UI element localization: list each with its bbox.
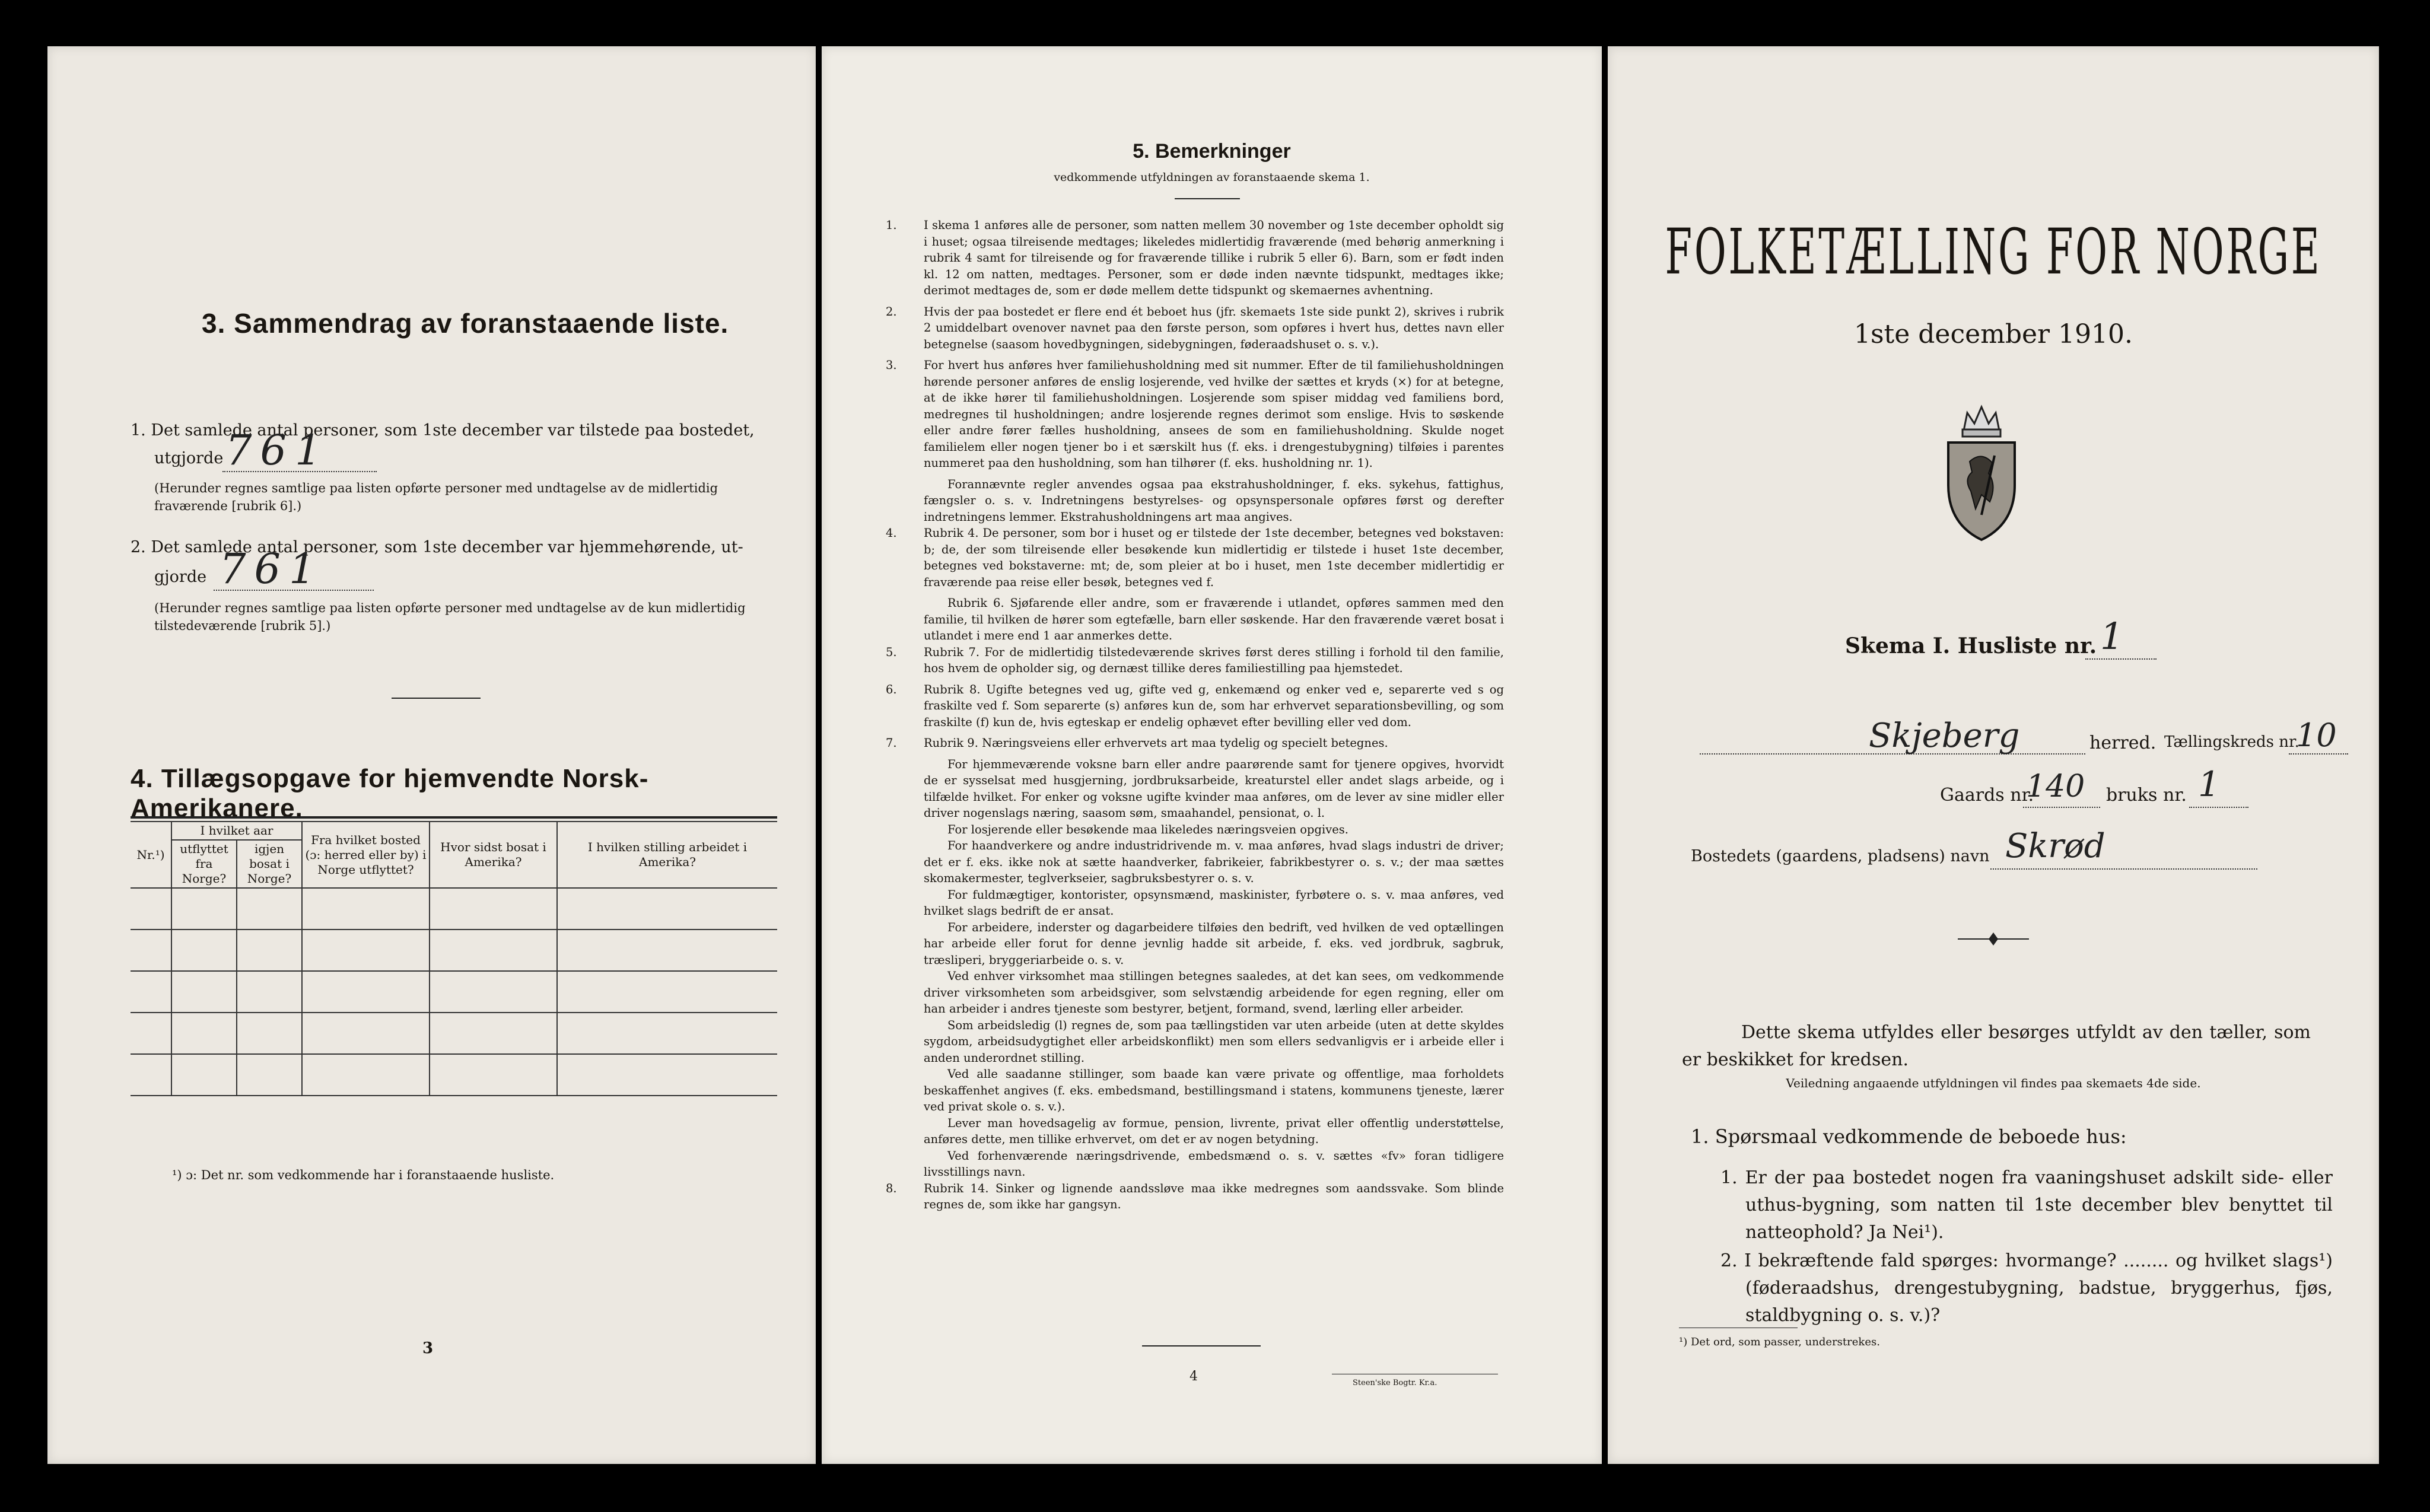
bottom-rule (1142, 1345, 1261, 1347)
section4-title: 4. Tillægsopgave for hjemvendte Norsk-Amerikanere. (131, 764, 649, 823)
item1-value: 761 (225, 426, 330, 475)
remark-number: 7. (886, 736, 897, 750)
printer-credit: Steen'ske Bogtr. Kr.a. (1353, 1379, 1437, 1387)
th-igjen-bosat: igjen bosat i Norge? (237, 840, 302, 888)
remark-text: Ved alle saadanne stillinger, som baade kan være private og offentlige, maa forholdets beskaffenhet angives (f. eks. embedsmand, bestillingsmand i statens, kommunens tjeneste, lærer ved privat skole o. s. v.). (924, 1067, 1504, 1113)
bruks-label: bruks nr. (2106, 785, 2187, 806)
remarks-subtitle: vedkommende utfyldningen av foranstaaende skema 1. (1054, 171, 1370, 184)
bosted-dotted-line (1990, 868, 2257, 870)
item1-dotted-line (222, 471, 377, 472)
remark-text: Rubrik 9. Næringsveiens eller erhvervets art maa tydelig og specielt betegnes. (924, 736, 1388, 750)
th-bosted: Fra hvilket bosted (ɔ: herred eller by) i Norge utflyttet? (302, 822, 430, 888)
remark-paragraph (886, 525, 1504, 590)
remark-number: 4. (886, 526, 897, 540)
remark-text: For losjerende eller besøkende maa likeledes næringsveien opgives. (947, 822, 1348, 836)
item2-text: 2. Det samlede antal personer, som 1ste december var hjemmehørende, ut- (131, 538, 743, 556)
remark-paragraph (905, 476, 1504, 526)
husliste-dotted-line (2085, 658, 2157, 660)
th-nr: Nr.¹) (131, 822, 171, 888)
item1-note: (Herunder regnes samtlige paa listen opførte personer med undtagelse av de midlertidig fraværende [rubrik 6].) (154, 481, 718, 513)
item2-value: 761 (220, 545, 324, 593)
norsk-amerikanere-table (131, 821, 777, 1096)
bosted-label: Bostedets (gaardens, pladsens) navn (1691, 847, 1990, 865)
page-number: 3 (422, 1339, 434, 1357)
remark-text: Rubrik 14. Sinker og lignende aandssløve maa ikke medregnes som aandssvake. Som blinde regnes de, som ikke har gangsyn. (924, 1181, 1504, 1211)
remark-text: Hvis der paa bostedet er flere end ét beboet hus (jfr. skemaets 1ste side punkt 2), skrives i rubrik 2 umiddelbart ovenover navnet paa den første person, som opføres i hvert hus, dettes navn eller betegnelse (saasom hovedbygningen, sidebygningen, føderaadshuset o. s. v.). (924, 304, 1504, 351)
kreds-value: 10 (2296, 717, 2337, 754)
page-number: 4 (1189, 1369, 1198, 1384)
bosted-value: Skrød (2005, 827, 2105, 865)
remark-paragraph (905, 1066, 1504, 1115)
question-2: 2. I bekræftende fald spørges: hvormange? ........ og hvilket slags¹) (føderaadshus, drengestubygning, badstue, bryggerhus, fjøs, staldbygning o. s. v.)? (1720, 1250, 2333, 1326)
remark-paragraph (905, 838, 1504, 887)
herred-value: Skjeberg (1869, 717, 2020, 755)
table-row (131, 971, 777, 1013)
question-1: 1. Er der paa bostedet nogen fra vaaningshuset adskilt side- eller uthus-bygning, som natten til 1ste december blev benyttet til natteophold? Ja Nei¹). (1720, 1167, 2333, 1243)
remark-paragraph (905, 887, 1504, 919)
herred-label: herred. (2089, 733, 2157, 753)
left-page (47, 46, 816, 1464)
title-rule (1175, 198, 1240, 199)
bruks-dotted-line (2189, 807, 2248, 808)
coat-of-arms-icon (1940, 396, 2023, 545)
remark-paragraph (905, 968, 1504, 1017)
kreds-label: Tællingskreds nr. (2164, 733, 2299, 751)
census-date: 1ste december 1910. (1853, 319, 2133, 349)
remark-text: For haandverkere og andre industridrivende m. v. maa anføres, hvad slags industri de driver; det er f. eks. ikke nok at sætte haandverker, fabrikeier, fabrikbestyrer o. s. v.; der maa sættes skomakermester, teglverkseier, sagbruksbestyrer o. s. v. (924, 839, 1504, 885)
remark-text: Som arbeidsledig (l) regnes de, som paa tællingstiden var uten arbeide (uten at dette skyldes sygdom, arbeidsudygtighet eller arbeidskonflikt) men som ellers sedvanligvis er i arbeide eller i anden underordnet stilling. (924, 1018, 1504, 1065)
remark-paragraph (905, 1115, 1504, 1148)
middle-page (822, 46, 1602, 1464)
footnote: ¹) Det ord, som passer, understrekes. (1679, 1336, 1880, 1348)
remark-text: For hjemmeværende voksne barn eller andre paarørende samt for tjenere opgives, hvorvidt de er sysselsat med husgjerning, jordbruksarbeide, kreaturstel eller andet slags arbeide, og i tilfælde hvilket. For enker og voksne ugifte kvinder maa anføres, om de lever av sine midler eller driver nogenslags næring, saasom søm, smaahandel, pensionat, o. l. (924, 757, 1504, 820)
remark-paragraph (905, 822, 1504, 838)
remark-text: Forannævnte regler anvendes ogsaa paa ekstrahusholdninger, f. eks. sykehus, fattighus, fængsler o. s. v. Indretningens bestyrelses- og opsynspersonale opføres først og derefter indretningens lemmer. Ekstrahusholdningens art maa angives. (924, 477, 1504, 524)
remark-text: Rubrik 7. For de midlertidig tilstedeværende skrives først deres stilling i forhold til den familie, hos hvem de opholder sig, og dernæst tillike deres familiestilling paa hjemstedet. (924, 645, 1504, 675)
remark-paragraph (886, 357, 1504, 472)
remark-text: For hvert hus anføres hver familiehusholdning med sit nummer. Efter de til familiehusholdningen hørende personer anføres de enslig losjerende, ved hvilke der sættes et kryds (×) for at betegne, at de ikke hører til familiehusholdningen. Losjerende som spiser middag ved familiens bord, medregnes til husholdningen; andre losjerende regnes derimot som enslige. Hvis to søskende eller andre fører fælles husholdning, ansees de som en familiehusholdning. Skulde noget familielem eller nogen tjener bo i et særskilt hus (f. eks. i drengestubygning) tilføies i parentes nummeret paa den husholdning, som han tilhører (f. eks. husholdning nr. 1). (924, 358, 1504, 470)
table-top-rule (131, 816, 777, 819)
remark-text: I skema 1 anføres alle de personer, som natten mellem 30 november og 1ste december opholdt sig i huset; ogsaa tilreisende medtages; likeledes midlertidig fraværende (med behørig anmerkning i rubrik 4 samt for tilreisende og for fraværende tillike i rubrik 5 eller 6). Barn, som er født inden kl. 12 om natten, medtages. Personer, som er døde inden nævnte tidspunkt, medtages ikke; derimot medtages de, som er døde mellem dette tidspunkt og skemaernes avhentning. (924, 218, 1504, 297)
remark-text: Ved forhenværende næringsdrivende, embedsmænd o. s. v. sættes «fv» foran tidligere livsstillings navn. (924, 1148, 1504, 1179)
remarks-title: 5. Bemerkninger (1133, 140, 1291, 163)
remark-text: Ved enhver virksomhet maa stillingen betegnes saaledes, at det kan sees, om vedkommende driver virksomheten som arbeidsgiver, som selvstændig arbeidende for egen regning, eller om han arbeider i andres tjeneste som bestyrer, betjent, formand, svend, lærling eller arbeider. (924, 969, 1504, 1016)
item2-prefix: gjorde (154, 568, 207, 586)
remark-number: 8. (886, 1181, 897, 1195)
bruks-value: 1 (2198, 764, 2220, 804)
remark-paragraph (886, 682, 1504, 731)
item1-prefix: utgjorde (154, 449, 224, 467)
remark-number: 1. (886, 218, 897, 232)
table-row (131, 1054, 777, 1096)
remark-paragraph (905, 1148, 1504, 1180)
item2-note: (Herunder regnes samtlige paa listen opførte personer med undtagelse av de kun midlertidig tilstedeværende [rubrik 5].) (154, 601, 746, 633)
remark-number: 3. (886, 358, 897, 372)
gaards-label: Gaards nr. (1940, 785, 2034, 806)
remark-text: Lever man hovedsagelig av formue, pension, livrente, privat eller offentlig understøttelse, anføres dette, men tillike erhvervet, om det er av nogen betydning. (924, 1116, 1504, 1146)
right-page (1608, 46, 2379, 1464)
table-row (131, 930, 777, 971)
remark-paragraph (905, 756, 1504, 822)
remark-paragraph (886, 304, 1504, 353)
remark-text: Rubrik 6. Sjøfarende eller andre, som er fraværende i utlandet, opføres sammen med den familie, til hvilken de hører som egtefælle, barn eller søskende. Har den fraværende været bosat i utlandet i mere end 1 aar anmerkes dette. (924, 596, 1504, 642)
remark-text: For fuldmægtiger, kontorister, opsynsmænd, maskinister, fyrbøtere o. s. v. maa anføres, ved hvilket slags bedrift de er ansat. (924, 887, 1504, 918)
table-footnote: ¹) ɔ: Det nr. som vedkommende har i foranstaaende husliste. (172, 1168, 555, 1182)
section3-title: 3. Sammendrag av foranstaaende liste. (202, 308, 729, 339)
husliste-nr-value: 1 (2100, 615, 2124, 658)
ornament-icon (1958, 930, 2029, 948)
remark-paragraph (905, 919, 1504, 969)
kreds-dotted-line (2289, 753, 2348, 755)
remark-paragraph (886, 735, 1504, 752)
th-utflyttet: utflyttet fra Norge? (171, 840, 237, 888)
divider (392, 698, 481, 699)
intro-text: Dette skema utfyldes eller besørges utfyldt av den tæller, som er beskikket for kredsen. (1682, 1022, 2311, 1070)
table-row (131, 1013, 777, 1054)
main-title: FOLKETÆLLING FOR NORGE (1665, 215, 2322, 288)
guidance-text: Veiledning angaaende utfyldningen vil findes paa skemaets 4de side. (1786, 1076, 2201, 1090)
item2-dotted-line (214, 590, 374, 591)
th-amerika-bosat: Hvor sidst bosat i Amerika? (430, 822, 557, 888)
remark-text: Rubrik 8. Ugifte betegnes ved ug, gifte ved g, enkemænd og enker ved e, separerte ved s og fraskilte ved f. Som separerte (s) anføres kun de, som har erhvervet separationsbevilling, og som fraskilte (f) kun de, hvis egteskap er endelig ophævet efter bevilling eller ved dom. (924, 682, 1504, 729)
remark-text: Rubrik 4. De personer, som bor i huset og er tilstede der 1ste december, betegnes ved bokstaven: b; de, der som tilreisende eller besøkende kun midlertidig er tilstede i huset 1ste december, betegnes ved bokstaverne: mt; de, som pleier at bo i huset, men 1ste december midlertidig er fraværende paa reise eller besøk, betegnes ved f. (924, 526, 1504, 589)
th-group: I hvilket aar (171, 822, 302, 840)
remark-paragraph (886, 1180, 1504, 1213)
remarks-list (886, 217, 1504, 1218)
remark-number: 2. (886, 304, 897, 319)
remark-number: 5. (886, 645, 897, 659)
gaards-value: 140 (2026, 769, 2085, 804)
table-row (131, 888, 777, 930)
remark-paragraph (905, 595, 1504, 644)
question-heading: 1. Spørsmaal vedkommende de beboede hus: (1691, 1125, 2127, 1148)
remark-number: 6. (886, 682, 897, 696)
remark-paragraph (886, 217, 1504, 299)
item1-text: 1. Det samlede antal personer, som 1ste december var tilstede paa bostedet, (131, 421, 755, 440)
gaards-dotted-line (2023, 807, 2100, 808)
schema-label: Skema I. Husliste nr. (1845, 634, 2097, 658)
remark-text: For arbeidere, inderster og dagarbeidere tilføies den bedrift, ved hvilken de ved optællingen har arbeide eller forut for denne jevnlig hadde sit arbeide, f. eks. ved jordbruk, sagbruk, træsliperi, bryggeriarbeide o. s. v. (924, 920, 1504, 967)
remark-paragraph (905, 1017, 1504, 1067)
remark-paragraph (886, 644, 1504, 677)
th-stilling: I hvilken stilling arbeidet i Amerika? (557, 822, 777, 888)
